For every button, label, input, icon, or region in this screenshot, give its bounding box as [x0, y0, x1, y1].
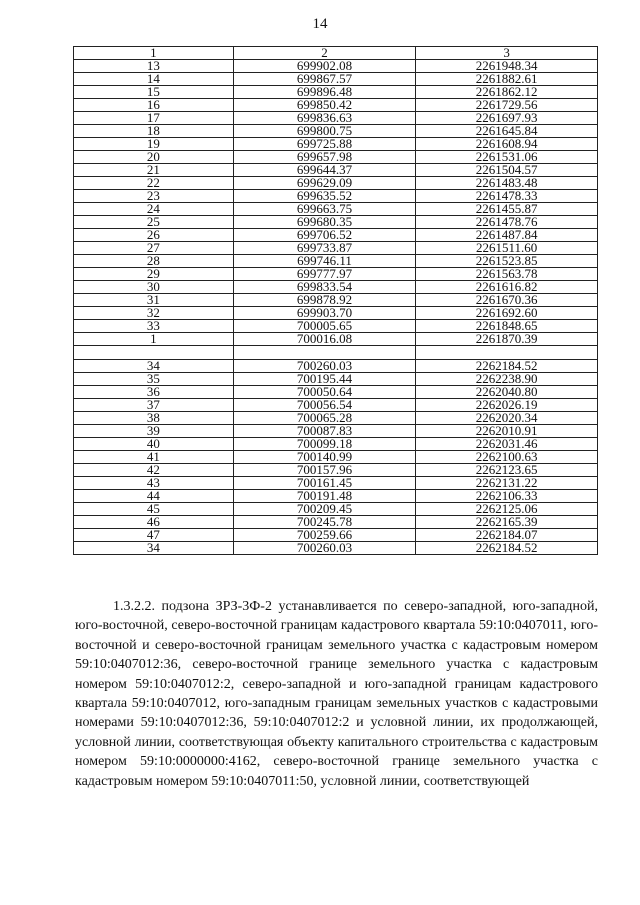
x-coordinate-cell: 700099.18	[233, 438, 416, 451]
x-coordinate-cell: 699836.63	[233, 112, 416, 125]
y-coordinate-cell: 2261531.06	[416, 151, 598, 164]
y-coordinate-cell: 2261511.60	[416, 242, 598, 255]
y-coordinate-cell: 2261478.76	[416, 216, 598, 229]
y-coordinate-cell: 2261882.61	[416, 73, 598, 86]
y-coordinate-cell: 2261670.36	[416, 294, 598, 307]
point-number-cell: 18	[74, 125, 234, 138]
y-coordinate-cell: 2262026.19	[416, 399, 598, 412]
y-coordinate-cell: 2262131.22	[416, 477, 598, 490]
y-coordinate-cell: 2261608.94	[416, 138, 598, 151]
x-coordinate-cell: 700050.64	[233, 386, 416, 399]
y-coordinate-cell: 2262184.52	[416, 542, 598, 555]
point-number-cell: 20	[74, 151, 234, 164]
y-coordinate-cell: 2262020.34	[416, 412, 598, 425]
coordinates-table	[73, 46, 598, 555]
x-coordinate-cell: 700195.44	[233, 373, 416, 386]
x-coordinate-cell: 699850.42	[233, 99, 416, 112]
y-coordinate-cell: 2261870.39	[416, 333, 598, 346]
point-number-cell: 21	[74, 164, 234, 177]
header-x-coordinate: 2	[233, 47, 416, 60]
y-coordinate-cell: 2262100.63	[416, 451, 598, 464]
point-number-cell: 34	[74, 360, 234, 373]
point-number-cell: 46	[74, 516, 234, 529]
point-number-cell: 42	[74, 464, 234, 477]
point-number-cell: 32	[74, 307, 234, 320]
point-number-cell: 43	[74, 477, 234, 490]
x-coordinate-cell: 700157.96	[233, 464, 416, 477]
y-coordinate-cell: 2262165.39	[416, 516, 598, 529]
x-coordinate-cell: 699657.98	[233, 151, 416, 164]
x-coordinate-cell: 700140.99	[233, 451, 416, 464]
y-coordinate-cell: 2261483.48	[416, 177, 598, 190]
x-coordinate-cell: 699680.35	[233, 216, 416, 229]
x-coordinate-cell: 699746.11	[233, 255, 416, 268]
point-number-cell: 33	[74, 320, 234, 333]
x-coordinate-cell: 699777.97	[233, 268, 416, 281]
x-coordinate-cell: 700065.28	[233, 412, 416, 425]
y-coordinate-cell: 2261848.65	[416, 320, 598, 333]
y-coordinate-cell: 2261478.33	[416, 190, 598, 203]
point-number-cell: 23	[74, 190, 234, 203]
y-coordinate-cell: 2261523.85	[416, 255, 598, 268]
x-coordinate-cell: 699800.75	[233, 125, 416, 138]
body-paragraph	[75, 597, 598, 791]
y-coordinate-cell: 2262031.46	[416, 438, 598, 451]
point-number-cell: 22	[74, 177, 234, 190]
x-coordinate-cell: 700005.65	[233, 320, 416, 333]
y-coordinate-cell: 2262184.52	[416, 360, 598, 373]
point-number-cell: 29	[74, 268, 234, 281]
x-coordinate-cell: 699903.70	[233, 307, 416, 320]
page-number: 14	[312, 16, 328, 32]
x-coordinate-cell: 700260.03	[233, 542, 416, 555]
point-number-cell: 1	[74, 333, 234, 346]
point-number-cell: 14	[74, 73, 234, 86]
y-coordinate-cell: 2261563.78	[416, 268, 598, 281]
y-coordinate-cell: 2262184.07	[416, 529, 598, 542]
header-point-number: 1	[74, 47, 234, 60]
y-coordinate-cell: 2262123.65	[416, 464, 598, 477]
point-number-cell: 40	[74, 438, 234, 451]
point-number-cell: 44	[74, 490, 234, 503]
x-coordinate-cell: 700087.83	[233, 425, 416, 438]
x-coordinate-cell: 699706.52	[233, 229, 416, 242]
x-coordinate-cell: 700161.45	[233, 477, 416, 490]
x-coordinate-cell: 700260.03	[233, 360, 416, 373]
x-coordinate-cell: 699644.37	[233, 164, 416, 177]
point-number-cell: 31	[74, 294, 234, 307]
point-number-cell: 25	[74, 216, 234, 229]
x-coordinate-cell: 700056.54	[233, 399, 416, 412]
y-coordinate-cell: 2261616.82	[416, 281, 598, 294]
coordinates-table-body	[74, 60, 598, 555]
y-coordinate-cell: 2261948.34	[416, 60, 598, 73]
x-coordinate-cell: 699663.75	[233, 203, 416, 216]
point-number-cell: 47	[74, 529, 234, 542]
point-number-cell: 26	[74, 229, 234, 242]
y-coordinate-cell: 2261487.84	[416, 229, 598, 242]
point-number-cell: 17	[74, 112, 234, 125]
x-coordinate-cell: 699733.87	[233, 242, 416, 255]
paragraph-text: 1.3.2.2. подзона ЗРЗ-3Ф-2 устанавливается по северо-западной, юго-западной, юго-восточной, северо-восточной границам кадастрового квартала 59:10:0407011, юго-восточной и северо-восточной границам земельного участка с кадастровым номером 59:10:0407012:36, северо-восточной границе земельного участка с кадастровым номером 59:10:0407012:2, северо-западной и юго-западной границам кадастрового квартала 59:10:0407012, юго-западным границам земельных участков с кадастровыми номерами 59:10:0407012:36, 59:10:0407012:2 и условной линии, их продолжающей, условной линии, соответствующая объекту капитального строительства с кадастровым номером 59:10:0000000:4162, северо-восточной границе земельного участка с кадастровым номером 59:10:0407011:50, условной линии, соответствующей	[75, 599, 598, 789]
y-coordinate-cell: 2261862.12	[416, 86, 598, 99]
point-number-cell: 24	[74, 203, 234, 216]
point-number-cell: 38	[74, 412, 234, 425]
y-coordinate-cell: 2262125.06	[416, 503, 598, 516]
x-coordinate-cell: 699878.92	[233, 294, 416, 307]
x-coordinate-cell: 699725.88	[233, 138, 416, 151]
y-coordinate-cell: 2261729.56	[416, 99, 598, 112]
x-coordinate-cell: 700259.66	[233, 529, 416, 542]
x-coordinate-cell: 700191.48	[233, 490, 416, 503]
table-row	[74, 333, 598, 346]
point-number-cell: 35	[74, 373, 234, 386]
table-row	[74, 542, 598, 555]
point-number-cell: 36	[74, 386, 234, 399]
point-number-cell: 28	[74, 255, 234, 268]
y-coordinate-cell: 2262238.90	[416, 373, 598, 386]
point-number-cell: 37	[74, 399, 234, 412]
point-number-cell: 15	[74, 86, 234, 99]
x-coordinate-cell: 699629.09	[233, 177, 416, 190]
y-coordinate-cell: 2261697.93	[416, 112, 598, 125]
x-coordinate-cell: 699635.52	[233, 190, 416, 203]
point-number-cell: 34	[74, 542, 234, 555]
x-coordinate-cell: 700209.45	[233, 503, 416, 516]
y-coordinate-cell: 2262010.91	[416, 425, 598, 438]
point-number-cell: 27	[74, 242, 234, 255]
point-number-cell: 13	[74, 60, 234, 73]
y-coordinate-cell: 2261504.57	[416, 164, 598, 177]
y-coordinate-cell: 2261645.84	[416, 125, 598, 138]
x-coordinate-cell: 700016.08	[233, 333, 416, 346]
point-number-cell: 41	[74, 451, 234, 464]
point-number-cell: 19	[74, 138, 234, 151]
point-number-cell: 45	[74, 503, 234, 516]
header-y-coordinate: 3	[416, 47, 598, 60]
x-coordinate-cell: 699833.54	[233, 281, 416, 294]
y-coordinate-cell: 2262040.80	[416, 386, 598, 399]
y-coordinate-cell: 2261692.60	[416, 307, 598, 320]
point-number-cell: 39	[74, 425, 234, 438]
point-number-cell: 16	[74, 99, 234, 112]
x-coordinate-cell: 699896.48	[233, 86, 416, 99]
x-coordinate-cell: 699902.08	[233, 60, 416, 73]
y-coordinate-cell: 2262106.33	[416, 490, 598, 503]
y-coordinate-cell: 2261455.87	[416, 203, 598, 216]
x-coordinate-cell: 699867.57	[233, 73, 416, 86]
point-number-cell: 30	[74, 281, 234, 294]
x-coordinate-cell: 700245.78	[233, 516, 416, 529]
